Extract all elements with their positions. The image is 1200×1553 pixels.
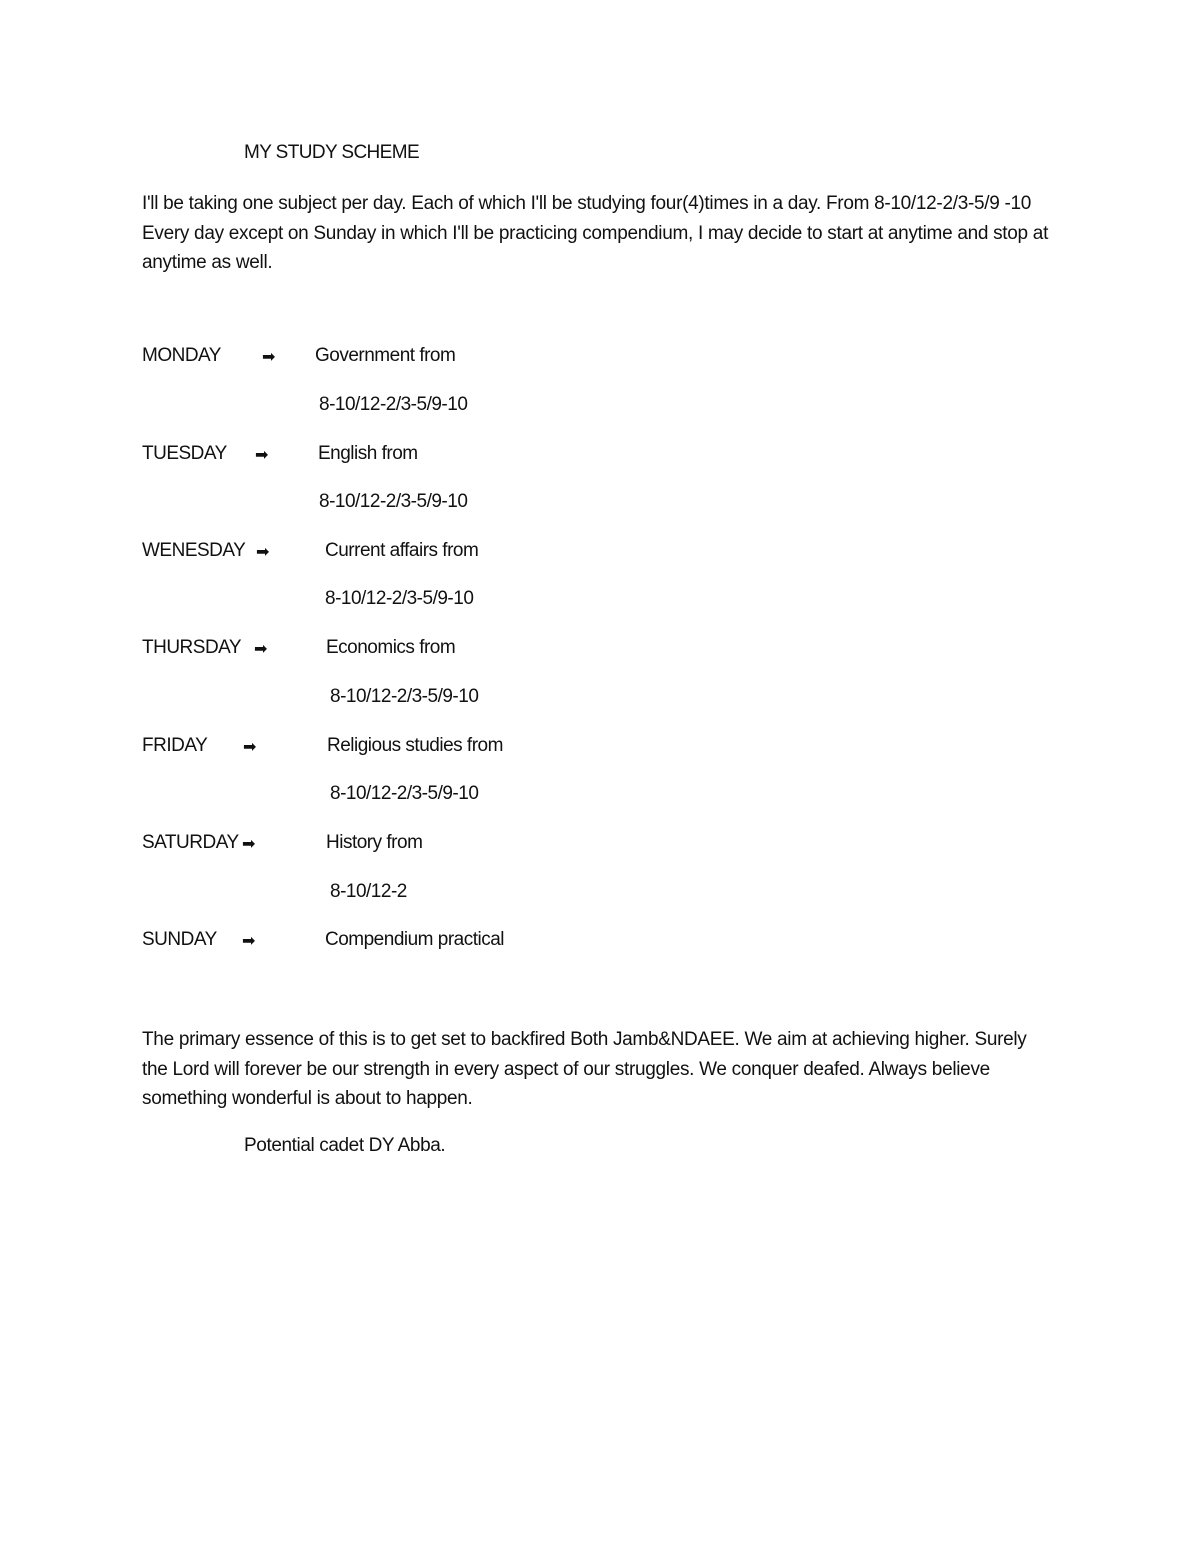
arrow-right-icon: ➡ xyxy=(242,933,255,950)
closing-paragraph: The primary essence of this is to get set to backfired Both Jamb&NDAEE. We aim at achieving higher. Surely the Lord will forever be our strength in every aspect of our struggles. We conquer deafed. Always believe something wonderful is about to happen. xyxy=(142,1029,1027,1109)
subject-label: English from xyxy=(318,443,418,464)
times-label: 8-10/12-2/3-5/9-10 xyxy=(319,394,468,415)
signature-line: Potential cadet DY Abba. xyxy=(244,1135,446,1156)
subject-label: Compendium practical xyxy=(325,929,505,950)
arrow-right-icon: ➡ xyxy=(262,349,275,366)
times-label: 8-10/12-2/3-5/9-10 xyxy=(325,588,474,609)
subject-label: Economics from xyxy=(326,637,456,658)
arrow-right-icon: ➡ xyxy=(255,447,268,464)
intro-paragraph: I'll be taking one subject per day. Each of which I'll be studying four(4)times in a day. From 8-10/12-2/3-5/9 -10 Every day except on Sunday in which I'll be practicing compendium, I may decide to start at anytime and stop at anytime as well. xyxy=(142,193,1049,273)
day-label: MONDAY xyxy=(142,345,221,366)
arrow-right-icon: ➡ xyxy=(242,836,255,853)
day-label: SATURDAY xyxy=(142,832,239,853)
day-label: THURSDAY xyxy=(142,637,242,658)
times-label: 8-10/12-2 xyxy=(330,881,407,902)
document-title: MY STUDY SCHEME xyxy=(244,142,420,163)
day-label: TUESDAY xyxy=(142,443,227,464)
times-label: 8-10/12-2/3-5/9-10 xyxy=(330,686,479,707)
day-label: FRIDAY xyxy=(142,735,208,756)
arrow-right-icon: ➡ xyxy=(256,544,269,561)
times-label: 8-10/12-2/3-5/9-10 xyxy=(319,491,468,512)
arrow-right-icon: ➡ xyxy=(254,641,267,658)
times-label: 8-10/12-2/3-5/9-10 xyxy=(330,783,479,804)
subject-label: Current affairs from xyxy=(325,540,479,561)
subject-label: Government from xyxy=(315,345,456,366)
day-label: SUNDAY xyxy=(142,929,217,950)
subject-label: Religious studies from xyxy=(327,735,503,756)
day-label: WENESDAY xyxy=(142,540,246,561)
arrow-right-icon: ➡ xyxy=(243,739,256,756)
subject-label: History from xyxy=(326,832,423,853)
